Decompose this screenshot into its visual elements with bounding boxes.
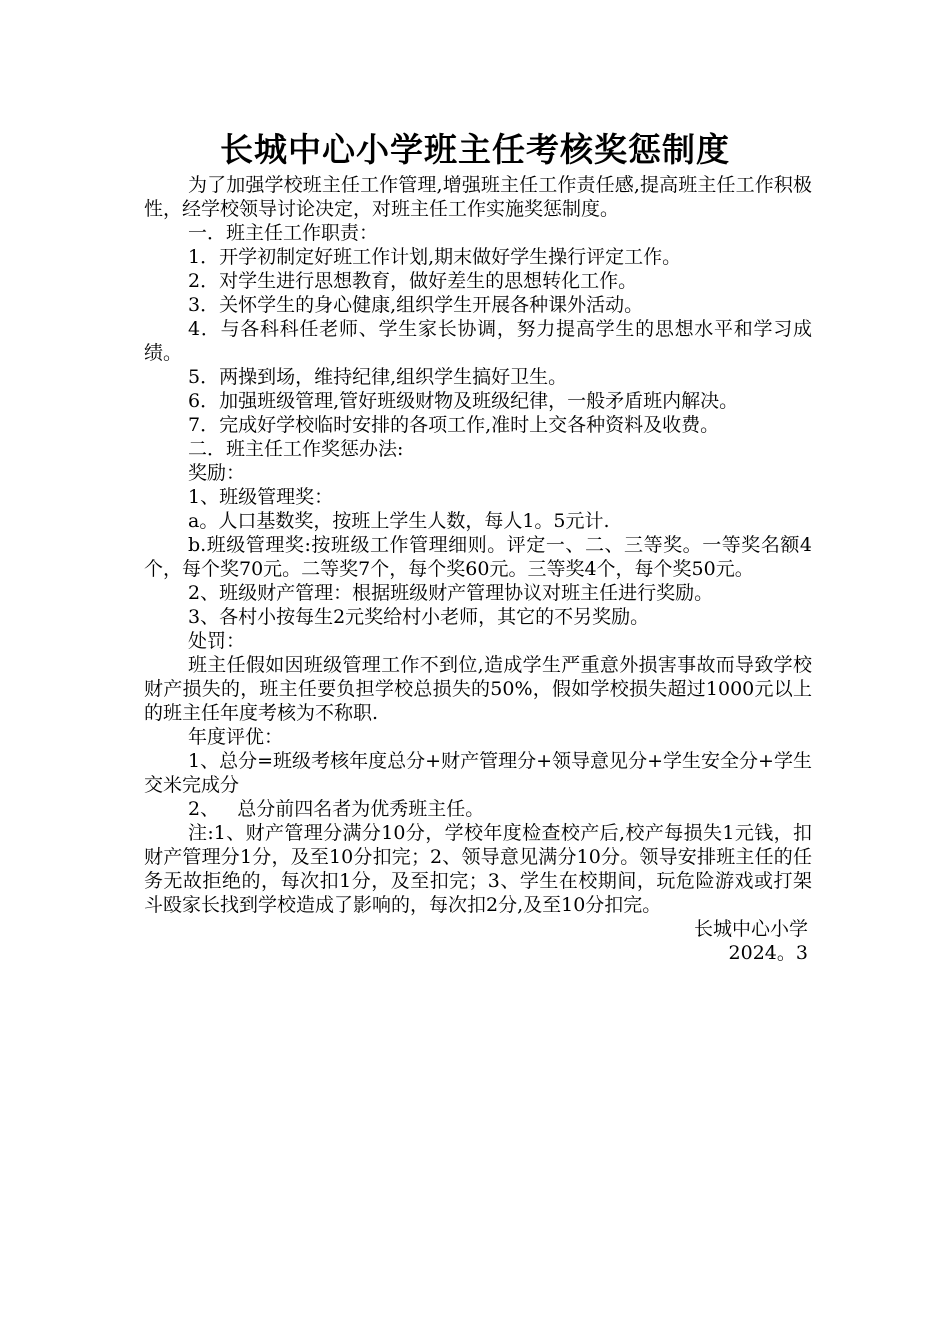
section-heading-duties: 一．班主任工作职责： [188, 222, 379, 244]
duty-item-1: 1．开学初制定好班工作计划,期末做好学生操行评定工作。 [188, 246, 682, 268]
duty-item-6: 6．加强班级管理,管好班级财物及班级纪律，一般矛盾班内解决。 [188, 390, 739, 412]
section-heading-rewards-penalties: 二．班主任工作奖惩办法: [188, 438, 404, 460]
notes-paragraph: 注:1、财产管理分满分10分，学校年度检查校产后,校产每损失1元钱，扣财产管理分1分，及至10分扣完；2、领导意见满分10分。领导安排班主任的任务无故拒绝的，每次扣1分，及至扣完；3、学生在校期间，玩危险游戏或打架斗殴家长找到学校造成了影响的，每次扣2分,及至10分扣完。 [144, 822, 812, 916]
document-body [144, 173, 812, 965]
duty-item-5: 5．两操到场，维持纪律,组织学生搞好卫生。 [188, 366, 568, 388]
evaluation-item-1: 1、总分=班级考核年度总分+财产管理分+领导意见分+学生安全分+学生交米完成分 [144, 750, 812, 796]
duty-item-3: 3．关怀学生的身心健康,组织学生开展各种课外活动。 [188, 294, 644, 316]
duty-item-2: 2．对学生进行思想教育，做好差生的思想转化工作。 [188, 270, 638, 292]
evaluation-item-2: 2、 总分前四名者为优秀班主任。 [188, 798, 485, 820]
document-date: 2024。3 [728, 942, 808, 964]
duty-item-4: 4．与各科科任老师、学生家长协调，努力提高学生的思想水平和学习成绩。 [144, 318, 812, 364]
penalty-paragraph: 班主任假如因班级管理工作不到位,造成学生严重意外损害事故而导致学校财产损失的，班主任要负担学校总损失的50%，假如学校损失超过1000元以上的班主任年度考核为不称职. [144, 654, 812, 724]
reward-item-3: 3、各村小按每生2元奖给村小老师，其它的不另奖励。 [188, 606, 650, 628]
reward-item-1a: a。人口基数奖，按班上学生人数，每人1。5元计. [188, 510, 610, 532]
document-title: 长城中心小学班主任考核奖惩制度 [220, 130, 730, 169]
penalties-heading: 处罚： [188, 630, 246, 652]
reward-item-1: 1、班级管理奖： [188, 486, 334, 508]
signature: 长城中心小学 [693, 918, 808, 940]
duty-item-7: 7．完成好学校临时安排的各项工作,准时上交各种资料及收费。 [188, 414, 720, 436]
rewards-heading: 奖励： [188, 462, 246, 484]
annual-evaluation-heading: 年度评优： [188, 726, 284, 748]
reward-item-1b: b.班级管理奖:按班级工作管理细则。评定一、二、三等奖。一等奖名额4个，每个奖70元。二等奖7个，每个奖60元。三等奖4个，每个奖50元。 [144, 534, 812, 580]
intro-paragraph: 为了加强学校班主任工作管理,增强班主任工作责任感,提高班主任工作积极性，经学校领导讨论决定，对班主任工作实施奖惩制度。 [144, 174, 812, 220]
reward-item-2: 2、班级财产管理：根据班级财产管理协议对班主任进行奖励。 [188, 582, 714, 604]
